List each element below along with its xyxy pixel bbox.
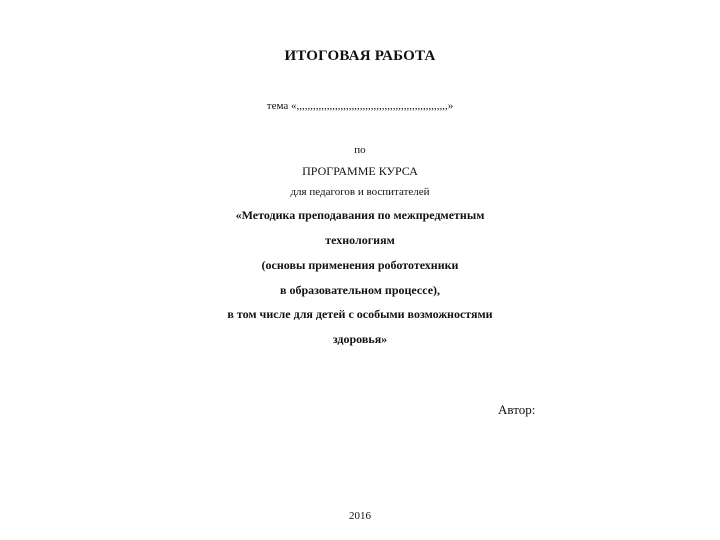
audience-line: для педагогов и воспитателей: [290, 186, 430, 198]
author-label: Автор:: [498, 402, 536, 417]
course-title-line: в том числе для детей с особыми возможностями: [227, 307, 493, 321]
course-title-line: здоровья»: [332, 332, 388, 346]
by-word: по: [354, 144, 366, 156]
course-title-line: технологиям: [325, 233, 395, 247]
topic-line: тема «,,,,,,,,,,,,,,,,,,,,,,,,,,,,,,,,,,,,,,,,,,,,,,,,,,,,,,,»: [266, 100, 454, 112]
course-title-line: в образовательном процессе),: [279, 283, 441, 297]
year: 2016: [349, 510, 371, 522]
program-heading: ПРОГРАММЕ КУРСА: [302, 164, 418, 178]
document-title: ИТОГОВАЯ РАБОТА: [284, 48, 436, 64]
course-title-line: «Методика преподавания по межпредметным: [235, 208, 485, 222]
course-title-line: (основы применения робототехники: [261, 258, 459, 272]
